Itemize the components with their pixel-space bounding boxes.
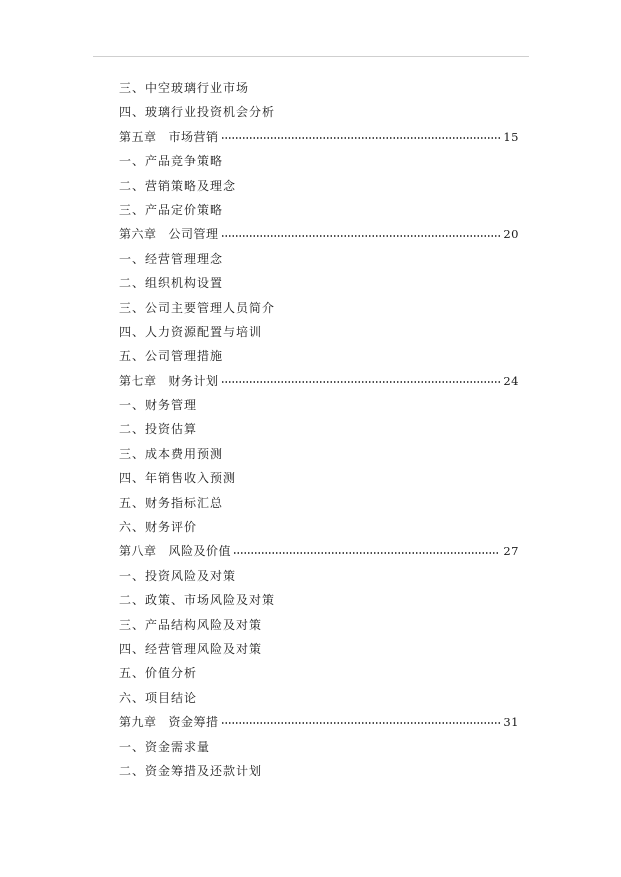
toc-item-label: 五、财务指标汇总 xyxy=(119,495,224,510)
table-of-contents xyxy=(119,76,519,783)
toc-item-label: 二、营销策略及理念 xyxy=(119,178,237,193)
page-number: 20 xyxy=(503,227,519,242)
toc-item[interactable] xyxy=(119,320,519,344)
toc-item[interactable] xyxy=(119,613,519,637)
toc-item[interactable] xyxy=(119,100,519,124)
chapter-number: 第七章 xyxy=(119,373,157,388)
toc-item-label: 四、玻璃行业投资机会分析 xyxy=(119,105,276,120)
toc-item[interactable] xyxy=(119,442,519,466)
dot-leader xyxy=(221,722,501,724)
toc-item-label: 五、价值分析 xyxy=(119,666,198,681)
toc-item[interactable] xyxy=(119,198,519,222)
toc-item-label: 二、资金筹措及还款计划 xyxy=(119,763,263,778)
toc-item[interactable] xyxy=(119,149,519,173)
toc-item[interactable] xyxy=(119,271,519,295)
dot-leader xyxy=(221,381,501,383)
toc-item[interactable] xyxy=(119,588,519,612)
toc-item-label: 二、政策、市场风险及对策 xyxy=(119,593,276,608)
header-rule xyxy=(93,56,529,57)
toc-chapter-8[interactable] xyxy=(119,539,519,563)
toc-item-label: 四、年销售收入预测 xyxy=(119,471,237,486)
chapter-title: 公司管理 xyxy=(168,227,219,242)
chapter-title: 风险及价值 xyxy=(168,544,232,559)
toc-item[interactable] xyxy=(119,393,519,417)
toc-item-label: 三、公司主要管理人员简介 xyxy=(119,300,276,315)
toc-item[interactable] xyxy=(119,296,519,320)
toc-item[interactable] xyxy=(119,515,519,539)
chapter-title: 财务计划 xyxy=(168,373,219,388)
toc-item-label: 五、公司管理措施 xyxy=(119,349,224,364)
dot-leader xyxy=(233,552,500,554)
chapter-title: 资金筹措 xyxy=(168,715,219,730)
chapter-number: 第九章 xyxy=(119,715,157,730)
toc-item-label: 一、产品竞争策略 xyxy=(119,154,224,169)
dot-leader xyxy=(221,137,501,139)
chapter-number: 第五章 xyxy=(119,129,157,144)
toc-chapter-7[interactable] xyxy=(119,369,519,393)
toc-item-label: 二、投资估算 xyxy=(119,422,198,437)
toc-chapter-5[interactable] xyxy=(119,125,519,149)
toc-item-label: 三、产品定价策略 xyxy=(119,202,224,217)
toc-item[interactable] xyxy=(119,76,519,100)
toc-chapter-6[interactable] xyxy=(119,222,519,246)
toc-item[interactable] xyxy=(119,174,519,198)
toc-item[interactable] xyxy=(119,637,519,661)
toc-item-label: 一、投资风险及对策 xyxy=(119,568,237,583)
chapter-title: 市场营销 xyxy=(168,129,219,144)
toc-item-label: 三、中空玻璃行业市场 xyxy=(119,81,250,95)
toc-item[interactable] xyxy=(119,466,519,490)
toc-item[interactable] xyxy=(119,247,519,271)
page-number: 24 xyxy=(503,373,519,388)
toc-item-label: 三、产品结构风险及对策 xyxy=(119,617,263,632)
toc-item[interactable] xyxy=(119,491,519,515)
toc-item[interactable] xyxy=(119,344,519,368)
chapter-number: 第六章 xyxy=(119,227,157,242)
dot-leader xyxy=(221,235,501,237)
toc-item[interactable] xyxy=(119,564,519,588)
toc-item-label: 四、经营管理风险及对策 xyxy=(119,641,263,656)
toc-chapter-9[interactable] xyxy=(119,710,519,734)
toc-item[interactable] xyxy=(119,735,519,759)
toc-item[interactable] xyxy=(119,417,519,441)
toc-item-label: 六、财务评价 xyxy=(119,520,198,535)
toc-item-label: 六、项目结论 xyxy=(119,690,198,705)
toc-item-label: 一、资金需求量 xyxy=(119,739,211,754)
toc-item[interactable] xyxy=(119,686,519,710)
page-number: 31 xyxy=(503,715,519,730)
toc-item-label: 一、经营管理理念 xyxy=(119,251,224,266)
toc-item[interactable] xyxy=(119,661,519,685)
page-number: 27 xyxy=(503,544,519,559)
toc-item-label: 四、人力资源配置与培训 xyxy=(119,324,263,339)
toc-item-label: 三、成本费用预测 xyxy=(119,446,224,461)
toc-item-label: 一、财务管理 xyxy=(119,398,198,413)
page-number: 15 xyxy=(503,129,519,144)
toc-item-label: 二、组织机构设置 xyxy=(119,276,224,291)
chapter-number: 第八章 xyxy=(119,544,157,559)
toc-item[interactable] xyxy=(119,759,519,783)
